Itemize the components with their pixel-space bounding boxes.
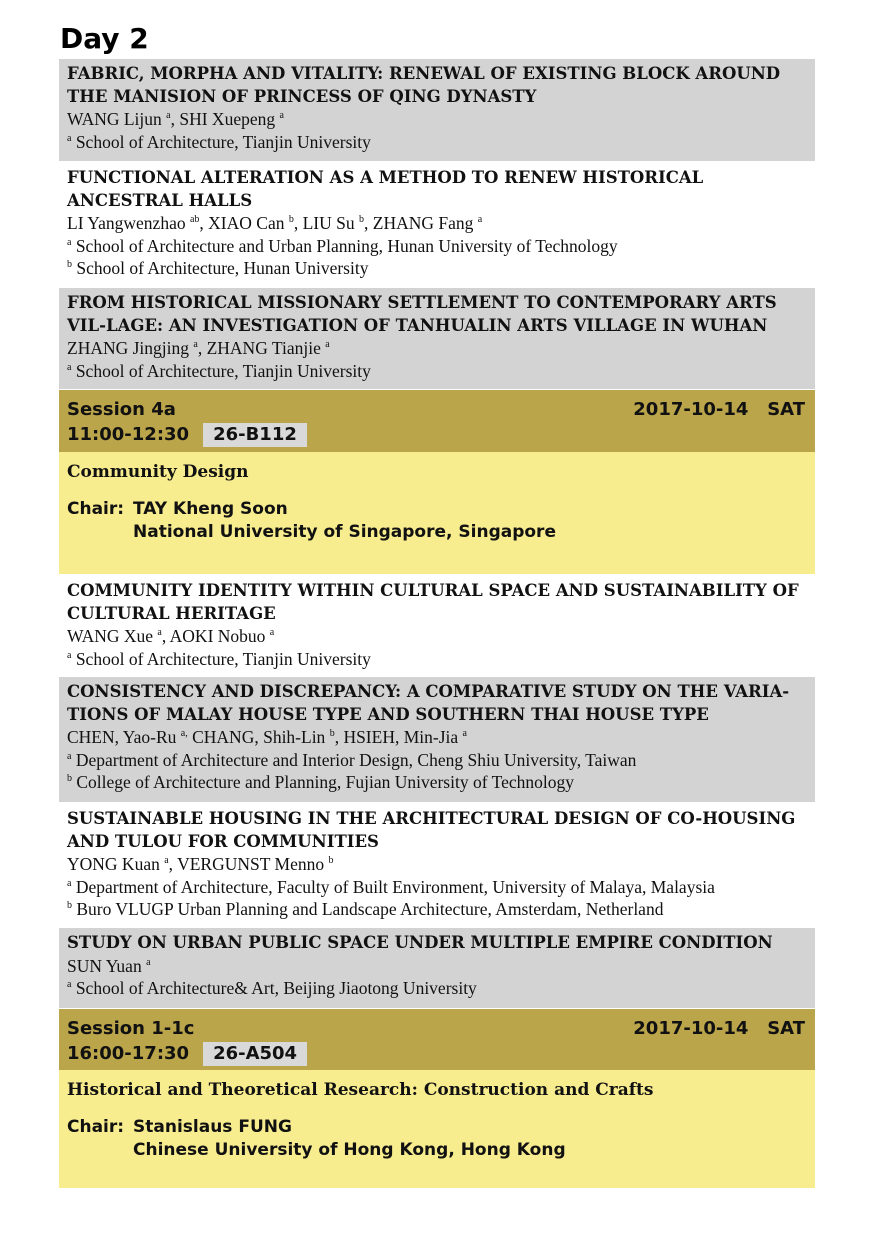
author-name: LIU Su (302, 213, 355, 233)
chair-label: Chair: (67, 1117, 125, 1137)
paper-authors (67, 726, 807, 749)
author-affiliation-mark: a (164, 855, 169, 866)
paper-title: FABRIC, MORPHA AND VITALITY: RENEWAL OF EXISTING BLOCK AROUND THE MANISION OF PRINCESS OF QING DYNASTY (67, 64, 781, 106)
author-name: ZHANG Tianjie (206, 338, 321, 358)
paper-title: FROM HISTORICAL MISSIONARY SETTLEMENT TO CONTEMPORARY ARTS VIL-LAGE: AN INVESTIGATION OF TANHUALIN ARTS VILLAGE IN WUHAN (67, 293, 777, 335)
paper-authors (67, 955, 807, 978)
paper-authors (67, 337, 807, 360)
affiliation-mark: a (67, 649, 72, 661)
session-date: 2017-10-14 SAT (633, 1018, 805, 1039)
affiliation-mark: a (67, 750, 72, 762)
author-name: CHEN, Yao-Ru (67, 727, 177, 747)
paper-title: FUNCTIONAL ALTERATION AS A METHOD TO RENEW HISTORICAL ANCESTRAL HALLS (67, 168, 704, 210)
session-header (59, 1009, 815, 1070)
session-name: Session 1-1c (67, 1018, 195, 1039)
author-affiliation-mark: a (193, 339, 198, 350)
paper-entry (59, 677, 815, 802)
affiliation-text: School of Architecture, Tianjin University (75, 131, 371, 152)
author-affiliation-mark: b (328, 855, 334, 866)
author-separator: , (334, 727, 344, 747)
author-name: AOKI Nobuo (169, 626, 266, 646)
paper-affiliation (67, 257, 807, 280)
author-affiliation-mark: b (288, 214, 294, 225)
author-separator: , (199, 213, 209, 233)
session-room: 26-A504 (203, 1042, 307, 1066)
author-name: VERGUNST Menno (177, 854, 325, 874)
chair-label: Chair: (67, 499, 125, 519)
paper-entry (59, 163, 815, 286)
affiliation-mark: a (67, 132, 72, 144)
author-name: LI Yangwenzhao (67, 213, 186, 233)
paper-affiliation (67, 977, 807, 1000)
paper-entry (59, 59, 815, 161)
affiliation-text: Buro VLUGP Urban Planning and Landscape Architecture, Amsterdam, Netherland (76, 899, 664, 919)
author-name: SHI Xuepeng (179, 109, 276, 129)
affiliation-mark: b (67, 900, 72, 911)
author-name: CHANG, Shih-Lin (192, 727, 326, 747)
chair-affiliation: National University of Singapore, Singapore (133, 522, 556, 542)
paper-entry (59, 288, 815, 389)
author-affiliation-mark: a (269, 627, 275, 638)
paper-affiliation (67, 235, 807, 258)
author-affiliation-mark: a (279, 110, 284, 121)
author-name: HSIEH, Min-Jia (343, 727, 459, 747)
session-info (59, 1070, 815, 1188)
paper-affiliation (67, 876, 807, 899)
author-name: YONG Kuan (67, 854, 160, 874)
author-name: ZHANG Fang (372, 213, 474, 233)
affiliation-mark: a (67, 979, 72, 990)
author-separator: , (197, 338, 207, 358)
session-name: Session 4a (67, 399, 176, 420)
session-topic: Historical and Theoretical Research: Construction and Crafts (67, 1080, 654, 1100)
session-room: 26-B112 (203, 423, 307, 447)
affiliation-mark: b (67, 773, 72, 784)
author-affiliation-mark: a (157, 627, 162, 638)
author-affiliation-mark: a (462, 728, 467, 739)
affiliation-text: School of Architecture, Tianjin University (75, 648, 371, 669)
affiliation-text: College of Architecture and Planning, Fujian University of Technology (76, 772, 574, 792)
paper-authors (67, 212, 807, 235)
author-affiliation-mark: b (329, 728, 335, 739)
session-time: 11:00-12:30 (67, 424, 190, 445)
author-name: ZHANG Jingjing (67, 338, 190, 358)
session-topic: Community Design (67, 462, 249, 482)
author-affiliation-mark: a (166, 110, 171, 121)
affiliation-text: School of Architecture& Art, Beijing Jiaotong University (75, 978, 477, 998)
author-separator: , (364, 213, 373, 233)
author-separator: , (168, 854, 178, 874)
paper-entry (59, 804, 815, 926)
paper-affiliation (67, 648, 807, 671)
paper-affiliation (67, 360, 807, 383)
session-info (59, 452, 815, 574)
chair-name: Stanislaus FUNG (133, 1117, 292, 1137)
paper-title: COMMUNITY IDENTITY WITHIN CULTURAL SPACE AND SUSTAINABILITY OF CULTURAL HERITAGE (67, 581, 799, 623)
author-name: XIAO Can (208, 213, 285, 233)
chair-affiliation: Chinese University of Hong Kong, Hong Kong (133, 1140, 566, 1160)
session-date: 2017-10-14 SAT (633, 399, 805, 420)
author-separator: , (170, 109, 180, 129)
author-affiliation-mark: ab (189, 214, 200, 225)
session-chair (67, 1116, 807, 1162)
author-affiliation-mark: a (325, 339, 330, 350)
author-affiliation-mark: a, (180, 728, 188, 739)
paper-title: SUSTAINABLE HOUSING IN THE ARCHITECTURAL DESIGN OF CO-HOUSING AND TULOU FOR COMMUNITIES (67, 809, 796, 851)
author-affiliation-mark: a (477, 214, 483, 225)
paper-authors (67, 108, 807, 131)
affiliation-mark: b (67, 259, 72, 270)
author-affiliation-mark: b (359, 214, 364, 225)
paper-title: CONSISTENCY AND DISCREPANCY: A COMPARATIVE STUDY ON THE VARIA-TIONS OF MALAY HOUSE TYPE AND SOUTHERN THAI HOUSE TYPE (67, 682, 790, 724)
author-affiliation-mark: a (146, 956, 151, 968)
paper-entry (59, 576, 815, 675)
paper-title: STUDY ON URBAN PUBLIC SPACE UNDER MULTIPLE EMPIRE CONDITION (67, 933, 773, 952)
session-chair (67, 498, 807, 544)
paper-affiliation (67, 771, 807, 794)
affiliation-mark: a (67, 236, 72, 248)
session-header (59, 390, 815, 452)
paper-authors (67, 853, 807, 876)
affiliation-text: School of Architecture, Hunan University (76, 258, 369, 278)
affiliation-text: School of Architecture, Tianjin University (75, 360, 371, 381)
session-time: 16:00-17:30 (67, 1043, 190, 1064)
day-title: Day 2 (60, 22, 149, 55)
affiliation-mark: a (67, 877, 72, 889)
author-separator: , (293, 213, 303, 233)
author-name: WANG Xue (67, 626, 154, 646)
author-name: WANG Lijun (67, 109, 162, 129)
affiliation-text: Department of Architecture, Faculty of Built Environment, University of Malaya, Malaysia (75, 876, 715, 897)
paper-affiliation (67, 131, 807, 154)
paper-entry (59, 928, 815, 1008)
author-name: SUN Yuan (67, 955, 142, 976)
paper-affiliation (67, 749, 807, 772)
paper-authors (67, 625, 807, 648)
paper-affiliation (67, 898, 807, 921)
chair-name: TAY Kheng Soon (133, 499, 288, 519)
author-separator: , (161, 626, 170, 646)
affiliation-mark: a (67, 361, 72, 373)
affiliation-text: School of Architecture and Urban Planning, Hunan University of Technology (75, 235, 618, 256)
affiliation-text: Department of Architecture and Interior Design, Cheng Shiu University, Taiwan (75, 749, 637, 770)
